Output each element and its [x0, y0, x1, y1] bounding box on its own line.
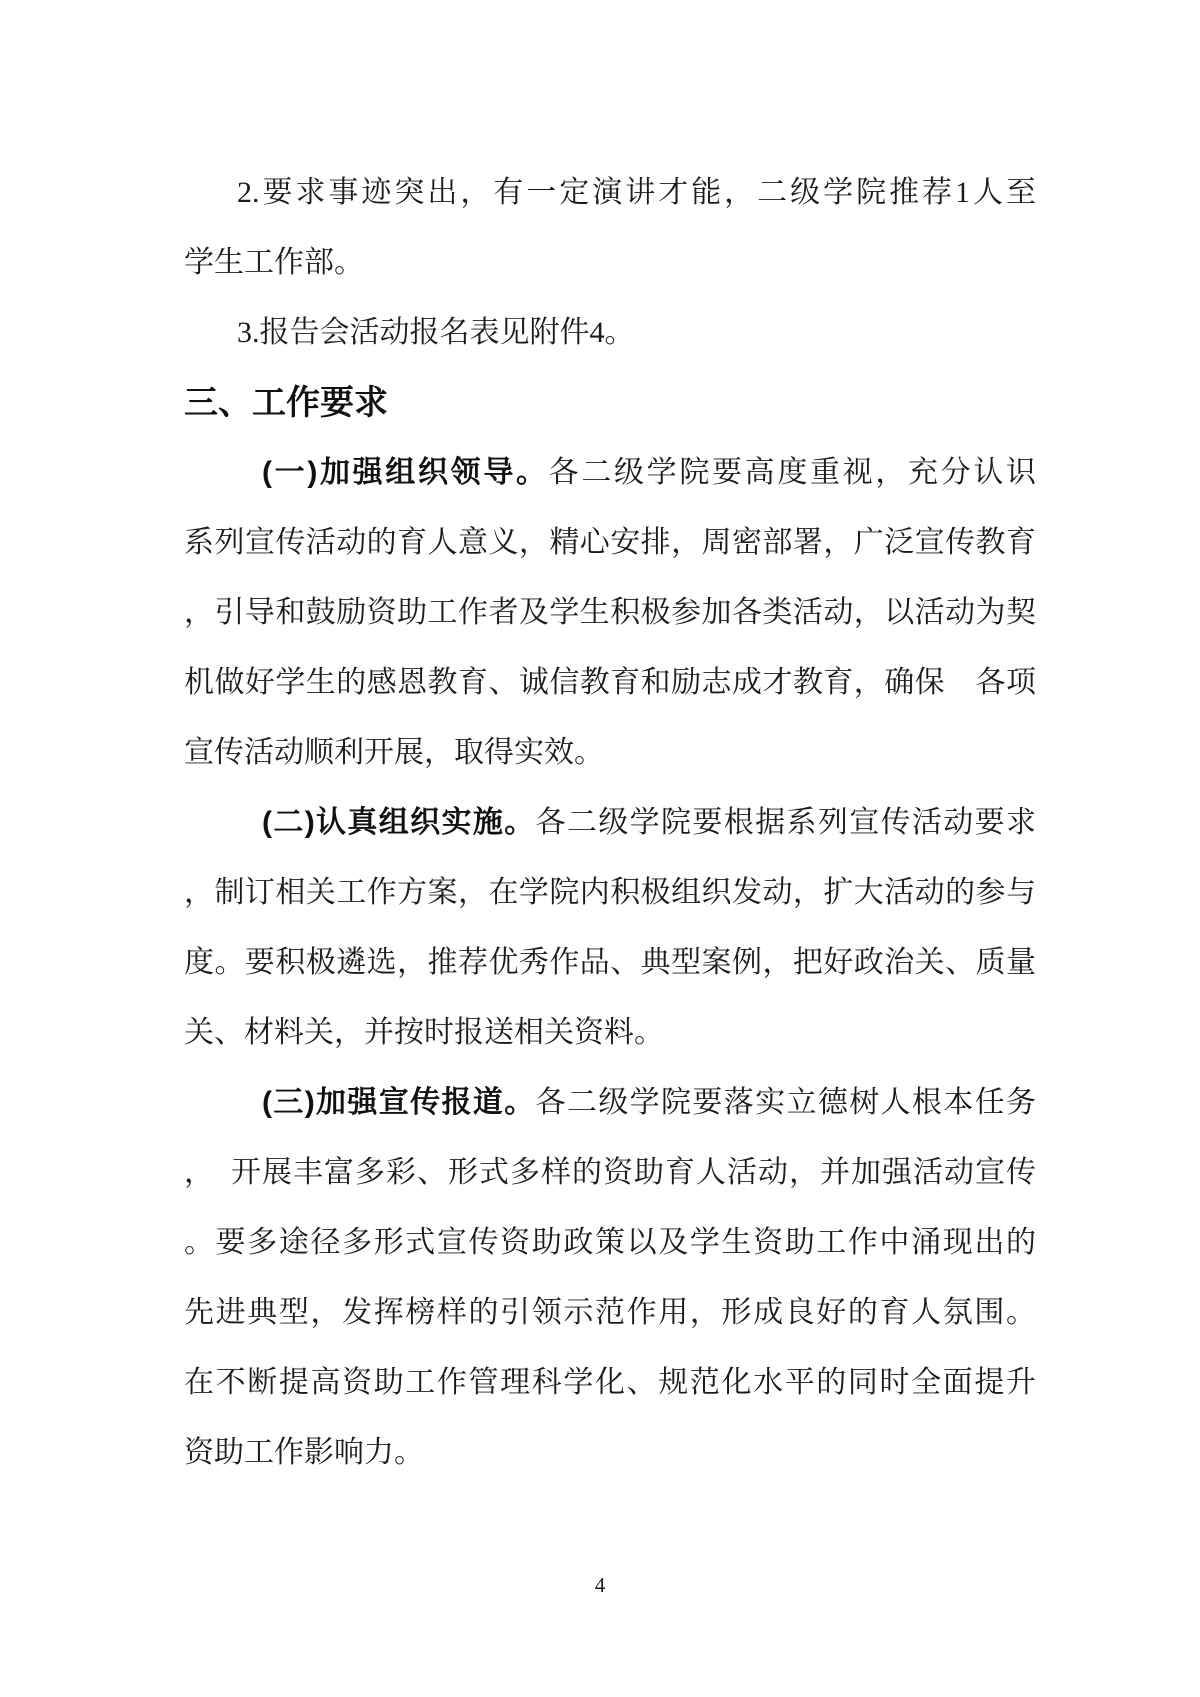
paragraph-line: 宣传活动顺利开展，取得实效。 [184, 736, 604, 769]
item-1-lead: (一)加强组织领导。 [262, 456, 549, 489]
document-body [184, 158, 1036, 1488]
paragraph-line: ， 开展丰富多彩、形式多样的资助育人活动，并加强活动宣传 [184, 1156, 1036, 1189]
paragraph-line: ，引导和鼓励资助工作者及学生积极参加各类活动，以活动为契 [184, 596, 1036, 629]
section-heading: 三、工作要求 [184, 384, 388, 422]
item-3-text: 各二级学院要落实立德树人根本任务 [535, 1086, 1037, 1119]
paragraph-line: 3.报告会活动报名表见附件4。 [237, 316, 635, 349]
paragraph-line: 关、材料关，并按时报送相关资料。 [184, 1016, 664, 1049]
paragraph-line: 系列宣传活动的育人意义，精心安排，周密部署，广泛宣传教育 [184, 526, 1036, 559]
paragraph-line: 度。要积极遴选，推荐优秀作品、典型案例，把好政治关、质量 [184, 946, 1036, 979]
paragraph-line: 。要多途径多形式宣传资助政策以及学生资助工作中涌现出的 [184, 1226, 1036, 1259]
paragraph-line: 学生工作部。 [184, 246, 364, 279]
paragraph-line: 先进典型，发挥榜样的引领示范作用，形成良好的育人氛围。 [184, 1296, 1036, 1329]
paragraph-line: 在不断提高资助工作管理科学化、规范化水平的同时全面提升 [184, 1366, 1036, 1399]
paragraph-line [184, 438, 1036, 508]
paragraph-line: ，制订相关工作方案，在学院内积极组织发动，扩大活动的参与 [184, 876, 1036, 909]
item-2-text: 各二级学院要根据系列宣传活动要求 [535, 806, 1037, 839]
item-1-text: 各二级学院要高度重视，充分认识 [548, 456, 1036, 489]
item-2-lead: (二)认真组织实施。 [262, 806, 536, 839]
paragraph-line: 机做好学生的感恩教育、诚信教育和励志成才教育，确保 各项 [184, 666, 1036, 699]
item-3-lead: (三)加强宣传报道。 [262, 1086, 536, 1119]
paragraph-line [184, 788, 1036, 858]
paragraph-line: 2.要求事迹突出，有一定演讲才能，二级学院推荐1人至 [237, 176, 1036, 209]
page-number: 4 [594, 1573, 606, 1597]
paragraph-line: 资助工作影响力。 [184, 1436, 424, 1469]
paragraph-line [184, 1068, 1036, 1138]
